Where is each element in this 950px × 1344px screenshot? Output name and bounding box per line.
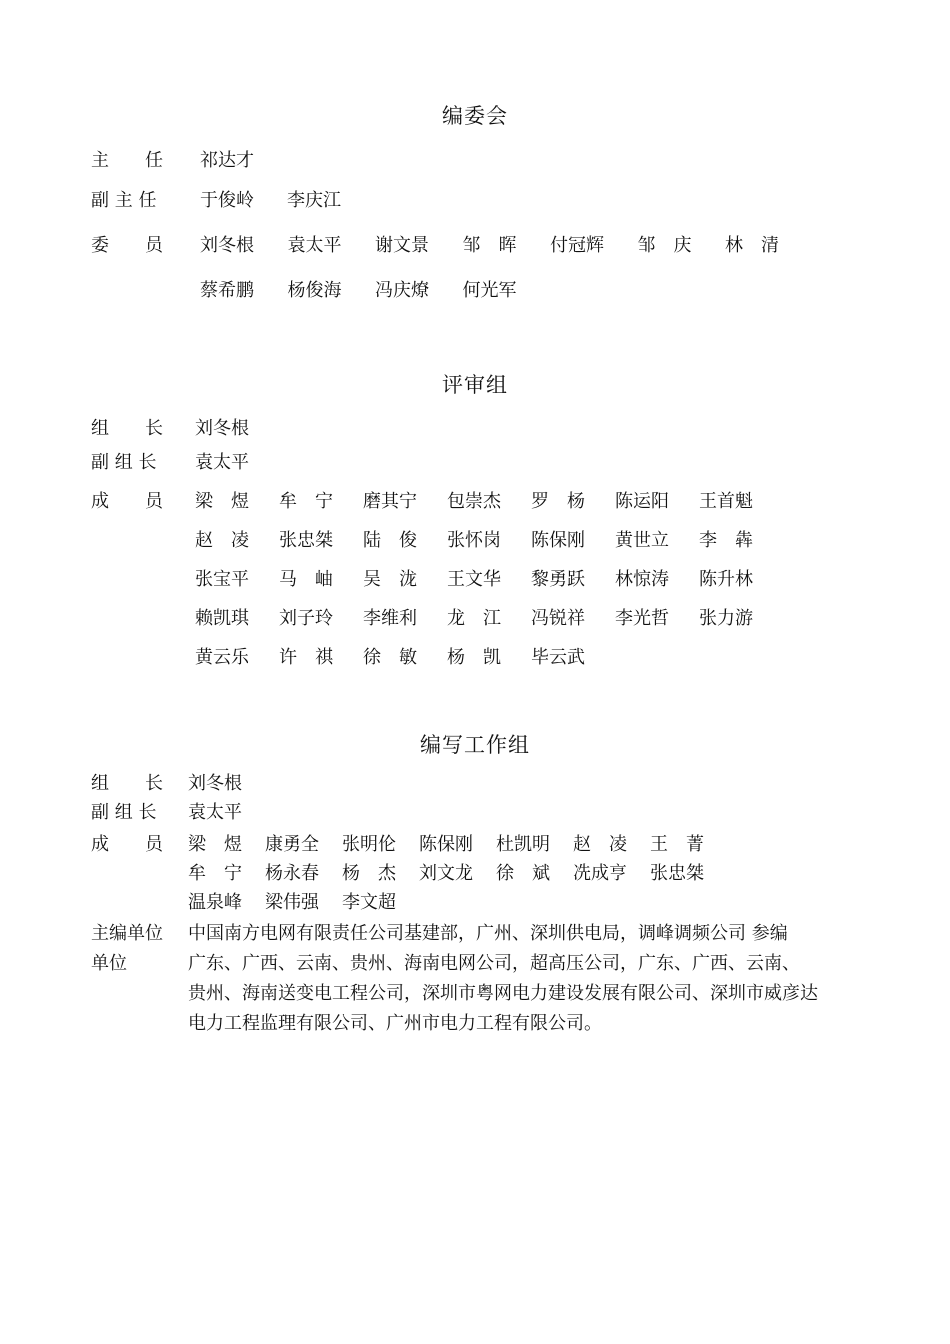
member-name: 蔡希鹏: [200, 280, 254, 301]
review-leader-name: 刘冬根: [195, 418, 249, 439]
member-name: 王文华: [447, 569, 501, 590]
member-name: 许 祺: [279, 647, 333, 668]
member-name: 陈运阳: [615, 491, 669, 512]
director-name: 祁达才: [200, 150, 254, 171]
member-name: 马 岫: [279, 569, 333, 590]
member-name: 温泉峰: [188, 892, 242, 913]
member-name: 谢文景: [375, 235, 429, 256]
participating-units-label: 单位: [91, 953, 127, 974]
writing-vice-leader-label: 副 组 长: [91, 802, 157, 823]
member-name: 张力游: [699, 608, 753, 629]
member-name: 李光哲: [615, 608, 669, 629]
member-name: 黎勇跃: [531, 569, 585, 590]
review-vice-leader-name: 袁太平: [195, 452, 249, 473]
member-name: 冯庆燎: [375, 280, 429, 301]
member-name: 陈升林: [699, 569, 753, 590]
member-name: 何光军: [462, 280, 517, 301]
writing-vice-leader-name: 袁太平: [188, 802, 242, 823]
committee-members-label: 委 员: [91, 235, 163, 256]
member-name: 杨俊海: [287, 280, 342, 301]
member-name: 邹 晖: [462, 235, 517, 256]
member-name: 王首魁: [699, 491, 753, 512]
member-name: 包崇杰: [447, 491, 501, 512]
member-name: 张怀岗: [447, 530, 501, 551]
review-vice-leader-label: 副 组 长: [91, 452, 157, 473]
member-name: 赵 凌: [195, 530, 249, 551]
member-name: 黄世立: [615, 530, 669, 551]
member-name: 李维利: [363, 608, 417, 629]
member-name: 刘子玲: [279, 608, 333, 629]
member-name: 梁伟强: [265, 892, 319, 913]
member-name: 磨其宁: [363, 491, 417, 512]
member-name: 牟 宁: [279, 491, 333, 512]
member-name: 黄云乐: [195, 647, 249, 668]
editorial-committee-title: 编委会: [442, 104, 508, 128]
member-name: 冯锐祥: [531, 608, 585, 629]
units-line: 中国南方电网有限责任公司基建部，广州、深圳供电局，调峰调频公司 参编: [188, 923, 788, 944]
member-name: 陈保刚: [531, 530, 585, 551]
member-name: 赵 凌: [573, 834, 627, 855]
member-name: 邹 庆: [637, 235, 692, 256]
member-name: 牟 宁: [188, 863, 242, 884]
review-leader-label: 组 长: [91, 418, 163, 439]
member-name: 冼成亨: [573, 863, 627, 884]
writing-leader-name: 刘冬根: [188, 773, 242, 794]
member-name: 张忠桀: [279, 530, 333, 551]
member-name: 杨永春: [265, 863, 319, 884]
vice-director-name: 于俊岭: [200, 190, 254, 211]
member-name: 龙 江: [447, 608, 501, 629]
member-name: 张宝平: [195, 569, 249, 590]
member-name: 李 犇: [699, 530, 753, 551]
member-name: 刘文龙: [419, 863, 473, 884]
member-name: 杨 杰: [342, 863, 396, 884]
member-name: 梁 煜: [195, 491, 249, 512]
member-name: 徐 敏: [363, 647, 417, 668]
member-name: 张明伦: [342, 834, 396, 855]
vice-director-name: 李庆江: [287, 190, 341, 211]
member-name: 林 清: [725, 235, 779, 256]
review-group-title: 评审组: [442, 373, 508, 397]
review-members-label: 成 员: [91, 491, 163, 512]
member-name: 李文超: [342, 892, 396, 913]
writing-group-title: 编写工作组: [420, 733, 530, 757]
member-name: 康勇全: [265, 834, 319, 855]
member-name: 杨 凯: [447, 647, 501, 668]
member-name: 付冠辉: [550, 235, 604, 256]
member-name: 赖凯琪: [195, 608, 249, 629]
writing-leader-label: 组 长: [91, 773, 163, 794]
member-name: 陈保刚: [419, 834, 473, 855]
member-name: 吴 泷: [363, 569, 417, 590]
member-name: 陆 俊: [363, 530, 417, 551]
member-name: 刘冬根: [200, 235, 254, 256]
units-line: 电力工程监理有限公司、广州市电力工程有限公司。: [188, 1013, 602, 1034]
writing-members-label: 成 员: [91, 834, 163, 855]
member-name: 罗 杨: [531, 491, 585, 512]
member-name: 袁太平: [287, 235, 342, 256]
units-line: 贵州、海南送变电工程公司，深圳市粤网电力建设发展有限公司、深圳市威彦达: [188, 983, 818, 1004]
member-name: 梁 煜: [188, 834, 242, 855]
member-name: 毕云武: [531, 647, 585, 668]
vice-director-label: 副 主 任: [91, 190, 157, 211]
member-name: 杜凯明: [496, 834, 550, 855]
director-label: 主 任: [91, 150, 163, 171]
member-name: 张忠桀: [650, 863, 704, 884]
units-line: 广东、广西、云南、贵州、海南电网公司，超高压公司，广东、广西、云南、: [188, 953, 800, 974]
member-name: 王 菁: [650, 834, 704, 855]
member-name: 林惊涛: [615, 569, 669, 590]
member-name: 徐 斌: [496, 863, 550, 884]
chief-units-label: 主编单位: [91, 923, 163, 944]
